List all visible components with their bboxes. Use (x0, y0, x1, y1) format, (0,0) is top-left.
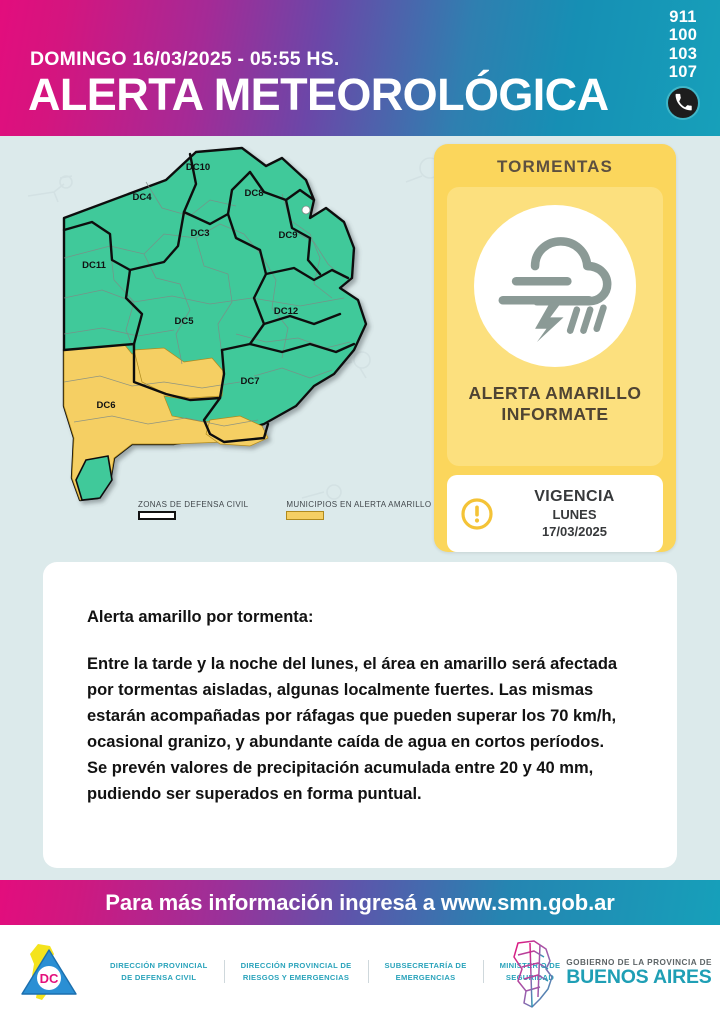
vigencia-day: LUNES (552, 506, 597, 522)
map-zone-label: DC4 (132, 192, 152, 203)
description-body (87, 651, 633, 807)
exclamation-circle-icon (460, 497, 494, 531)
map-zone-label: DC7 (240, 376, 260, 387)
description-heading: Alerta amarillo por tormenta: (87, 608, 314, 626)
vigencia-box (447, 475, 663, 552)
legend-swatch-zone (138, 511, 176, 520)
map-zone-label: DC9 (278, 230, 298, 241)
agency-riesgos-emergencias: DIRECCIÓN PROVINCIAL DE RIESGOS Y EMERGENCIAS (225, 960, 369, 983)
footer-logos (0, 925, 720, 1018)
map-zone-label: DC3 (190, 228, 210, 239)
more-info-bar[interactable] (0, 880, 720, 925)
agency-subsecretaria-emergencias: SUBSECRETARÍA DE EMERGENCIAS (369, 960, 484, 983)
agency-ministerio-seguridad: MINISTERIO DE SEGURIDAD (499, 961, 561, 982)
page-title: ALERTA METEOROLÓGICA (28, 69, 609, 120)
legend-swatch-yellow (286, 511, 324, 520)
government-prefix: GOBIERNO DE LA PROVINCIA DE (566, 958, 712, 968)
alert-panel (434, 144, 676, 552)
emergency-number: 107 (668, 63, 698, 82)
agency-defensa-civil: DIRECCIÓN PROVINCIAL DE DEFENSA CIVIL (94, 960, 225, 983)
emergency-number: 103 (668, 44, 698, 63)
government-wordmark (566, 958, 712, 987)
dc-logo-text: DC (39, 970, 59, 986)
legend-label: MUNICIPIOS EN ALERTA AMARILLO (286, 500, 432, 509)
emergency-number: 911 (669, 8, 697, 26)
description-paragraph: Se prevén valores de precipitación acumulada entre 20 y 40 mm, pudiendo ser superados en forma puntual. (87, 759, 594, 804)
vigencia-text (494, 488, 663, 540)
emergency-numbers (666, 8, 700, 120)
more-info-text: Para más información ingresá a www.smn.gob.ar (105, 889, 615, 915)
alert-level-line2: INFORMATE (501, 404, 609, 425)
defensa-civil-logo (16, 940, 82, 1004)
map-zone-label: DC12 (273, 306, 299, 317)
alert-level-line1: ALERTA AMARILLO (468, 383, 642, 403)
government-name: BUENOS AIRES (566, 966, 712, 989)
map-zone-label: DC5 (174, 316, 194, 327)
header-banner (0, 0, 720, 136)
alert-datetime: DOMINGO 16/03/2025 - 05:55 HS. (30, 48, 340, 70)
buenos-aires-government-logo (504, 937, 712, 1009)
vigencia-title: VIGENCIA (534, 487, 615, 505)
map-zone-label: DC6 (96, 400, 116, 411)
province-outline-icon (504, 937, 560, 1009)
vigencia-date: 17/03/2025 (541, 523, 608, 539)
alert-level (468, 383, 641, 426)
legend-item-zones (138, 500, 248, 520)
map-zone-label: DC8 (244, 188, 264, 199)
map-zone-label: DC10 (185, 162, 211, 173)
legend-label: ZONAS DE DEFENSA CIVIL (138, 500, 249, 509)
alert-level-card (447, 187, 663, 466)
description-paragraph: Entre la tarde y la noche del lunes, el área en amarillo será afectada por tormentas aisladas, algunas localmente fuertes. Las mismas estarán acompañadas por ráfagas que pueden superar los 70 km/h, ocasional granizo, y abundante caída de agua en cortos períodos. (87, 655, 618, 752)
phone-icon (666, 86, 700, 120)
legend-item-yellow (286, 500, 431, 520)
description-card (43, 562, 677, 868)
storm-cloud-lightning-icon (474, 205, 636, 367)
map-legend (138, 500, 431, 520)
buenos-aires-province-map[interactable] (14, 138, 414, 510)
map-panel (0, 136, 430, 544)
map-zone-label: DC11 (82, 260, 106, 271)
alert-kind-title: TORMENTAS (497, 157, 613, 176)
emergency-number: 100 (668, 26, 698, 45)
